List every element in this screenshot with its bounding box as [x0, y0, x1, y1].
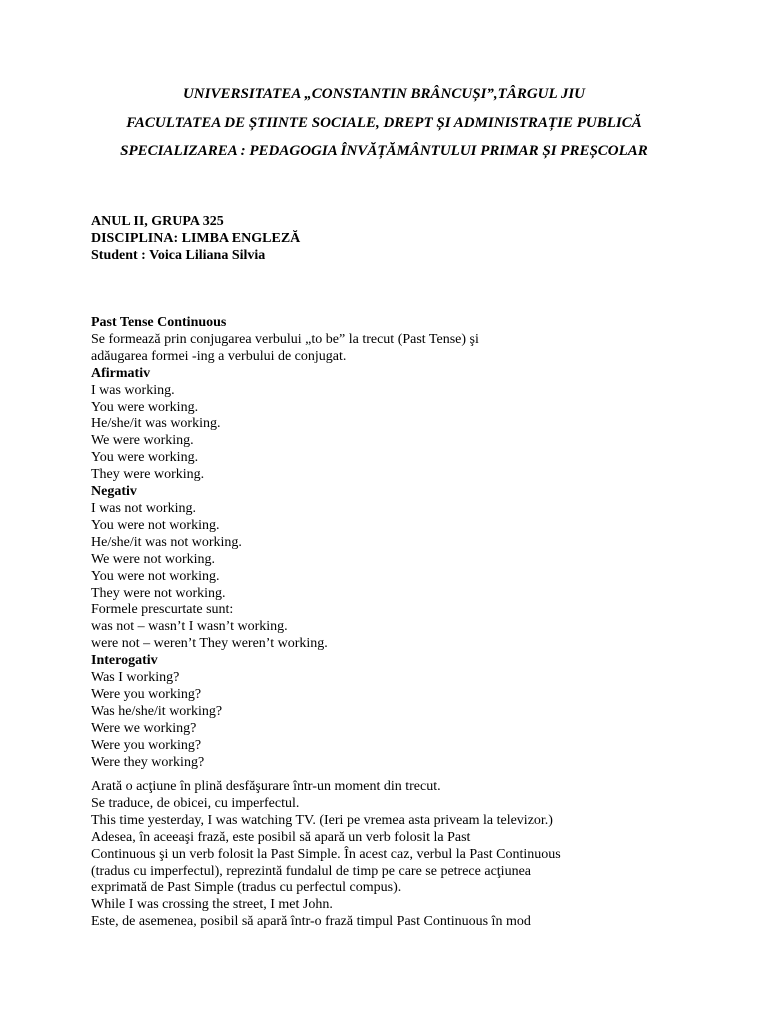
- negative-line: They were not working.: [91, 585, 226, 601]
- usage-line: Arată o acţiune în plină desfăşurare într-un moment din trecut.: [91, 779, 441, 794]
- discipline: DISCIPLINA: LIMBA ENGLEZĂ: [91, 230, 301, 246]
- usage-line: This time yesterday, I was watching TV. (Ieri pe vremea asta priveam la televizor.): [91, 812, 553, 828]
- affirmative-line: We were working.: [91, 433, 194, 449]
- negative-line: Formele prescurtate sunt:: [91, 602, 234, 618]
- usage-line: (tradus cu imperfectul), reprezintă fundalul de timp pe care se petrece acţiunea: [91, 863, 531, 879]
- university-name: UNIVERSITATEA „CONSTANTIN BRÂNCUȘI”,TÂRGUL JIU: [182, 86, 586, 102]
- affirmative-line: They were working.: [91, 467, 205, 483]
- negative-line: You were not working.: [91, 568, 220, 584]
- student-name: Student : Voica Liliana Silvia: [91, 247, 266, 263]
- negative-line: We were not working.: [91, 551, 216, 567]
- interrogative-line: Were we working?: [91, 720, 197, 736]
- affirmative-line: You were working.: [91, 399, 199, 415]
- usage-section: [91, 779, 731, 931]
- affirmative-line: He/she/it was working.: [91, 416, 221, 432]
- document-header: [0, 84, 768, 170]
- lesson-body: [91, 315, 731, 771]
- interrogative-line: Was I working?: [91, 670, 180, 686]
- usage-line: Continuous şi un verb folosit la Past Simple. În acest caz, verbul la Past Continuous: [91, 846, 561, 862]
- specialization-name: SPECIALIZAREA : PEDAGOGIA ÎNVĂȚĂMÂNTULUI PRIMAR ȘI PREȘCOLAR: [120, 143, 648, 159]
- usage-line: While I was crossing the street, I met John.: [91, 897, 333, 913]
- negative-line: were not – weren’t They weren’t working.: [91, 636, 328, 652]
- interrogative-line: Were you working?: [91, 737, 202, 753]
- interrogative-line: Was he/she/it working?: [91, 703, 223, 719]
- lesson-title: Past Tense Continuous: [91, 315, 227, 330]
- negative-heading: Negativ: [91, 484, 137, 500]
- negative-line: He/she/it was not working.: [91, 534, 242, 550]
- interrogative-line: Were they working?: [91, 754, 205, 770]
- year-group: ANUL II, GRUPA 325: [91, 214, 224, 229]
- faculty-name: FACULTATEA DE ȘTIINTE SOCIALE, DREPT ȘI ADMINISTRAȚIE PUBLICĂ: [126, 114, 642, 131]
- intro-line: adăugarea formei -ing a verbului de conjugat.: [91, 348, 347, 364]
- negative-line: I was not working.: [91, 500, 196, 516]
- usage-line: Se traduce, de obicei, cu imperfectul.: [91, 795, 300, 811]
- negative-line: You were not working.: [91, 517, 220, 533]
- affirmative-heading: Afirmativ: [91, 365, 151, 381]
- interrogative-heading: Interogativ: [91, 653, 158, 669]
- interrogative-line: Were you working?: [91, 686, 202, 702]
- affirmative-line: You were working.: [91, 450, 199, 466]
- usage-line: Adesea, în aceeaşi frază, este posibil să apară un verb folosit la Past: [91, 829, 471, 845]
- intro-line: Se formează prin conjugarea verbului „to be” la trecut (Past Tense) şi: [91, 331, 479, 347]
- negative-line: was not – wasn’t I wasn’t working.: [91, 619, 288, 635]
- usage-line: exprimată de Past Simple (tradus cu perfectul compus).: [91, 880, 402, 896]
- usage-line: Este, de asemenea, posibil să apară într-o frază timpul Past Continuous în mod: [91, 914, 531, 930]
- affirmative-line: I was working.: [91, 382, 175, 398]
- student-info: [91, 214, 731, 265]
